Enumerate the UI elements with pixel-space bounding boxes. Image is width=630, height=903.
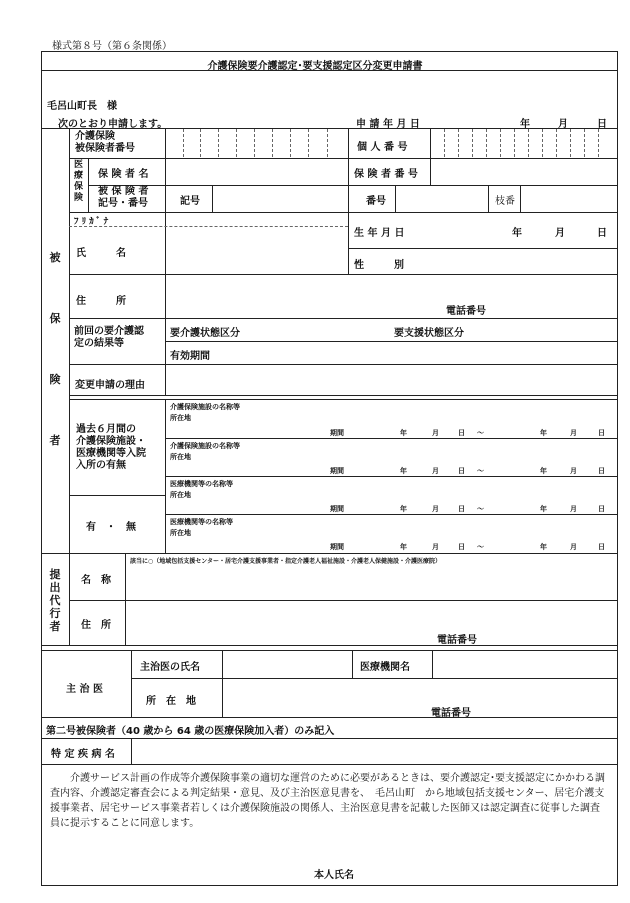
name-label: 氏 名 xyxy=(76,248,126,259)
furigana-label: ﾌ ﾘ ｶ ﾞ ﾅ xyxy=(74,217,109,227)
branch-label: 枝番 xyxy=(495,196,515,207)
valid-period-label: 有効期間 xyxy=(170,351,210,362)
form-title: 介護保険要介護認定･要支援認定区分変更申請書 xyxy=(207,61,423,72)
agent-type-note: 該当に○（地域包括支援センター・居宅介護支援事業者・指定介護老人福祉施設・介護老人保健施設・介護医療院） xyxy=(130,558,441,565)
address-label: 住 所 xyxy=(76,296,126,307)
birth-month: 月 xyxy=(555,228,565,239)
specified-disease-label: 特 定 疾 病 名 xyxy=(51,749,115,760)
insured-section-label: 被 保 険 者 xyxy=(49,251,61,447)
doctor-name-label: 主治医の氏名 xyxy=(140,662,200,673)
agent-section-label: 提 出 代 行 者 xyxy=(49,568,61,633)
insured-phone-label: 電話番号 xyxy=(446,306,486,317)
insurer-name-label: 保 険 者 名 xyxy=(98,169,149,180)
doctor-phone-label: 電話番号 xyxy=(431,708,471,719)
form-number: 様式第８号（第６条関係） xyxy=(52,41,172,52)
doctor-location-label: 所 在 地 xyxy=(146,696,196,707)
apply-year: 年 xyxy=(520,119,530,130)
birthdate-label: 生 年 月 日 xyxy=(354,228,405,239)
apply-date-label: 申 請 年 月 日 xyxy=(356,119,420,130)
support-level-label: 要支援状態区分 xyxy=(394,328,464,339)
previous-result-label: 前回の要介護認 定の結果等 xyxy=(74,326,144,349)
agent-address-label: 住 所 xyxy=(81,620,111,631)
agent-name-label: 名 称 xyxy=(81,575,111,586)
symbol-label: 記号 xyxy=(180,196,200,207)
insurer-number-label: 保 険 者 番 号 xyxy=(354,169,418,180)
secondary-insured-heading: 第二号被保険者（40 歳から 64 歳の医療保険加入者）のみ記入 xyxy=(46,726,335,737)
change-reason-label: 変更申請の理由 xyxy=(75,380,145,391)
consent-statement: 介護サービス計画の作成等介護保険事業の適切な運営のために必要があるときは、要介護認定･要支援認定にかかわる調査内容、介護認定審査会による判定結果・意見、及び主治医意見書を、 毛呂山町 から地域包括支援センター、居宅介護支援事業者、居宅サービス事業者若しくは介護保険施設の関係人、主治医意見書を記載した医師又は認定調査に従事した調査員に提示することに同意します。 xyxy=(50,773,605,829)
personal-number-label: 個 人 番 号 xyxy=(357,142,408,153)
medical-insurance-label: 医療保険 xyxy=(74,160,84,203)
birth-year: 年 xyxy=(512,228,522,239)
facility-history-label: 過去６月間の 介護保険施設・ 医療機関等入院 入所の有無 xyxy=(76,424,146,471)
insured-number-label: 介護保険 被保険者番号 xyxy=(75,131,135,154)
apply-month: 月 xyxy=(558,119,568,130)
care-level-label: 要介護状態区分 xyxy=(170,328,240,339)
card-symbol-label: 被 保 険 者 記号・番号 xyxy=(98,186,149,209)
sex-label: 性 別 xyxy=(354,260,404,271)
addressee: 毛呂山町長 様 xyxy=(47,101,117,112)
yes-no-label: 有 ・ 無 xyxy=(86,522,136,533)
institution-label: 医療機関名 xyxy=(360,662,410,673)
intro-text: 次のとおり申請します。 xyxy=(58,119,168,130)
apply-day: 日 xyxy=(597,119,607,130)
agent-phone-label: 電話番号 xyxy=(437,635,477,646)
signature-label: 本人氏名 xyxy=(314,870,354,881)
doctor-section-label: 主 治 医 xyxy=(66,684,103,695)
birth-day: 日 xyxy=(597,228,607,239)
number-label: 番号 xyxy=(366,196,386,207)
